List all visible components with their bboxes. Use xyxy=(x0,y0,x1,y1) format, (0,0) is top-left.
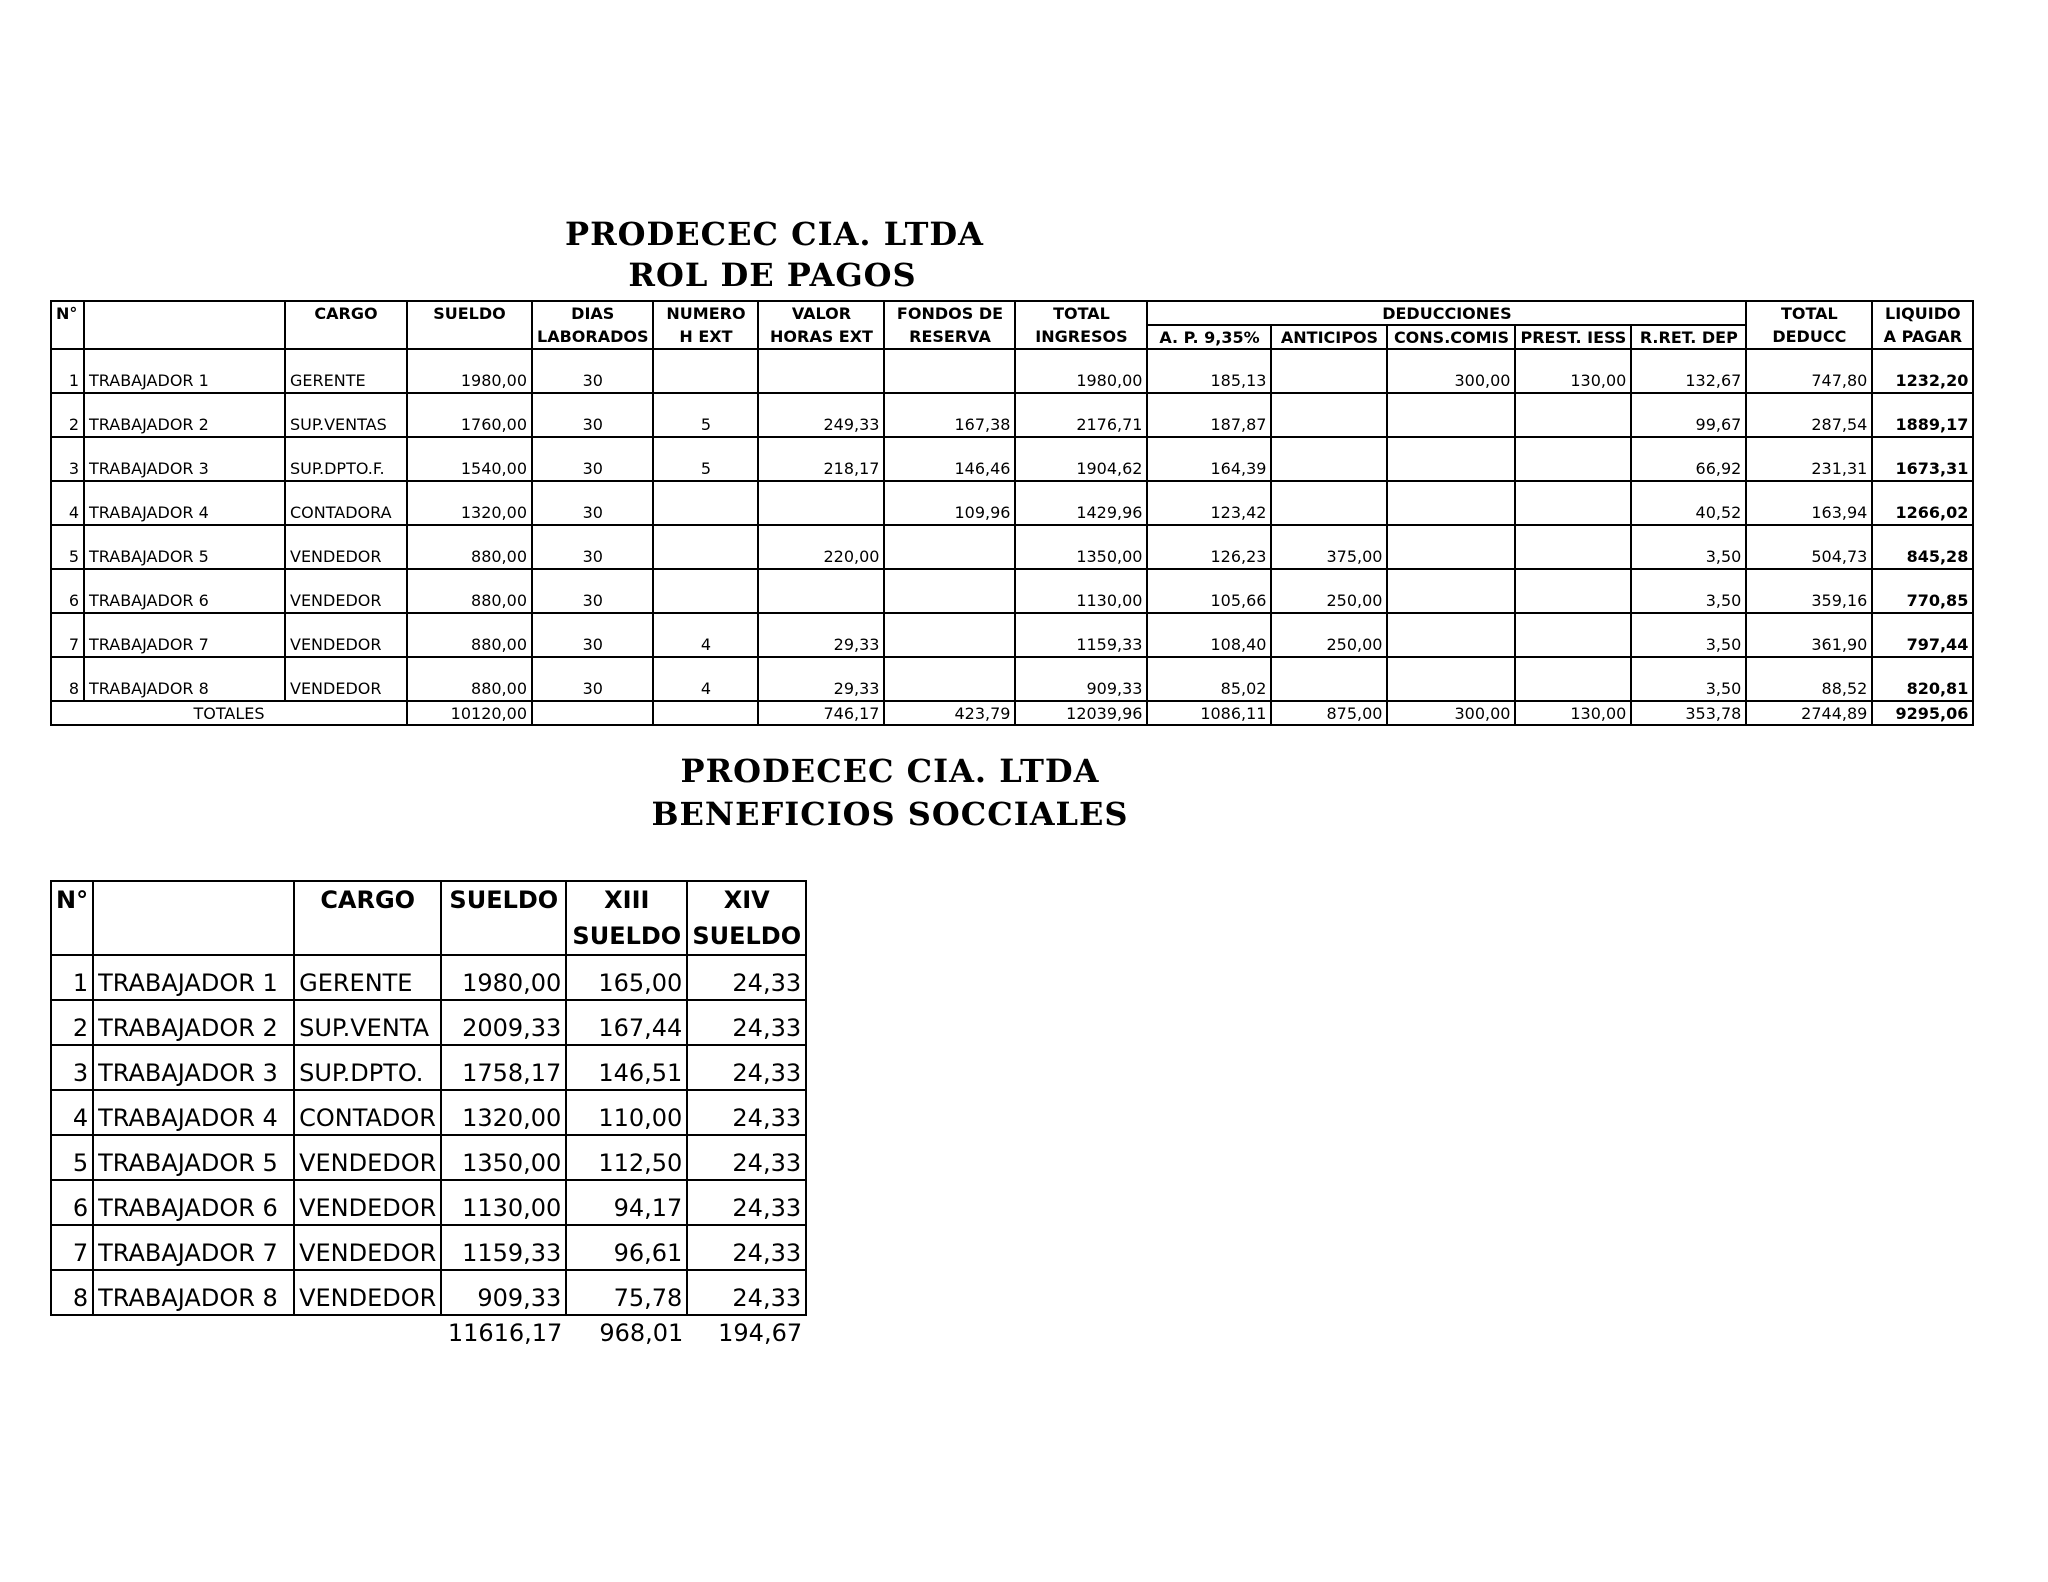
row-ap: 105,66 xyxy=(1147,569,1271,613)
ben-total-xiii: 968,01 xyxy=(599,1319,684,1347)
row-liquido: 797,44 xyxy=(1872,613,1973,657)
ben-row-xiv: 24,33 xyxy=(687,1270,806,1315)
ben-header-number: N° xyxy=(51,881,93,918)
header-number-cont xyxy=(51,325,84,349)
ben-row-sueldo: 2009,33 xyxy=(441,1000,566,1045)
ben-row-xiii: 96,61 xyxy=(566,1225,687,1270)
header-cargo-cont xyxy=(285,325,407,349)
row-valor: 29,33 xyxy=(758,613,884,657)
row-dias: 30 xyxy=(532,481,653,525)
payroll-header-row-1 xyxy=(51,301,1973,325)
payroll-row xyxy=(51,613,1973,657)
header-laborados: LABORADOS xyxy=(532,325,653,349)
row-dias: 30 xyxy=(532,349,653,393)
row-total-deducc: 504,73 xyxy=(1746,525,1872,569)
header-ap: A. P. 9,35% xyxy=(1147,325,1271,349)
ben-row-number: 3 xyxy=(51,1045,93,1090)
row-sueldo: 880,00 xyxy=(407,525,532,569)
total-deducc: 2744,89 xyxy=(1746,701,1872,725)
row-prest xyxy=(1515,569,1631,613)
row-rret: 3,50 xyxy=(1631,525,1746,569)
row-anticipos xyxy=(1271,437,1387,481)
ben-header-xiv-sueldo: SUELDO xyxy=(687,918,806,955)
ben-row-sueldo: 1758,17 xyxy=(441,1045,566,1090)
ben-row-sueldo: 1320,00 xyxy=(441,1090,566,1135)
row-hext xyxy=(653,569,758,613)
ben-row-name: TRABAJADOR 7 xyxy=(93,1225,294,1270)
header-cons-comis: CONS.COMIS xyxy=(1387,325,1515,349)
row-liquido: 820,81 xyxy=(1872,657,1973,701)
ben-row-sueldo: 1159,33 xyxy=(441,1225,566,1270)
row-ap: 187,87 xyxy=(1147,393,1271,437)
ben-row-number: 4 xyxy=(51,1090,93,1135)
row-liquido: 1889,17 xyxy=(1872,393,1973,437)
row-cargo: VENDEDOR xyxy=(285,657,407,701)
totals-label: TOTALES xyxy=(51,701,407,725)
ben-row-xiv: 24,33 xyxy=(687,1225,806,1270)
header-liquido: LIQUIDO xyxy=(1872,301,1973,325)
ben-header-cargo-cont xyxy=(294,918,441,955)
benefits-row xyxy=(51,1090,806,1135)
row-number: 8 xyxy=(51,657,84,701)
header-h-ext: H EXT xyxy=(653,325,758,349)
row-rret: 3,50 xyxy=(1631,657,1746,701)
header-anticipos: ANTICIPOS xyxy=(1271,325,1387,349)
ben-total-spacer-2 xyxy=(93,1315,294,1350)
ben-row-number: 2 xyxy=(51,1000,93,1045)
row-number: 1 xyxy=(51,349,84,393)
header-numero: NUMERO xyxy=(653,301,758,325)
row-dias: 30 xyxy=(532,525,653,569)
header-sueldo-cont xyxy=(407,325,532,349)
ben-row-number: 8 xyxy=(51,1270,93,1315)
row-prest xyxy=(1515,437,1631,481)
row-sueldo: 880,00 xyxy=(407,613,532,657)
row-sueldo: 1540,00 xyxy=(407,437,532,481)
row-cons xyxy=(1387,481,1515,525)
row-valor: 29,33 xyxy=(758,657,884,701)
header-fondos: FONDOS DE xyxy=(884,301,1015,325)
ben-row-name: TRABAJADOR 1 xyxy=(93,955,294,1000)
row-total-deducc: 163,94 xyxy=(1746,481,1872,525)
row-hext xyxy=(653,349,758,393)
row-hext: 5 xyxy=(653,437,758,481)
row-hext: 4 xyxy=(653,613,758,657)
row-anticipos xyxy=(1271,657,1387,701)
header-name-cont xyxy=(84,325,285,349)
ben-row-name: TRABAJADOR 8 xyxy=(93,1270,294,1315)
row-ap: 123,42 xyxy=(1147,481,1271,525)
row-cargo: VENDEDOR xyxy=(285,525,407,569)
total-dias xyxy=(532,701,653,725)
row-name: TRABAJADOR 6 xyxy=(84,569,285,613)
row-number: 4 xyxy=(51,481,84,525)
total-hext xyxy=(653,701,758,725)
row-hext xyxy=(653,525,758,569)
row-ap: 126,23 xyxy=(1147,525,1271,569)
row-dias: 30 xyxy=(532,393,653,437)
ben-row-number: 1 xyxy=(51,955,93,1000)
header-a-pagar: A PAGAR xyxy=(1872,325,1973,349)
ben-row-sueldo: 1980,00 xyxy=(441,955,566,1000)
row-cargo: GERENTE xyxy=(285,349,407,393)
row-fondos xyxy=(884,349,1015,393)
payroll-totals-row xyxy=(51,701,1973,725)
row-anticipos: 375,00 xyxy=(1271,525,1387,569)
ben-row-number: 5 xyxy=(51,1135,93,1180)
ben-row-number: 7 xyxy=(51,1225,93,1270)
ben-row-sueldo: 1130,00 xyxy=(441,1180,566,1225)
row-fondos: 109,96 xyxy=(884,481,1015,525)
row-valor xyxy=(758,569,884,613)
row-name: TRABAJADOR 4 xyxy=(84,481,285,525)
header-prest-iess: PREST. IESS xyxy=(1515,325,1631,349)
row-total-ingresos: 1159,33 xyxy=(1015,613,1147,657)
row-fondos xyxy=(884,569,1015,613)
row-cons xyxy=(1387,525,1515,569)
row-valor: 218,17 xyxy=(758,437,884,481)
row-name: TRABAJADOR 8 xyxy=(84,657,285,701)
ben-row-xiii: 165,00 xyxy=(566,955,687,1000)
payroll-row xyxy=(51,437,1973,481)
ben-row-cargo: VENDEDOR xyxy=(294,1225,441,1270)
row-total-ingresos: 1904,62 xyxy=(1015,437,1147,481)
row-prest xyxy=(1515,525,1631,569)
ben-row-name: TRABAJADOR 6 xyxy=(93,1180,294,1225)
total-liquido: 9295,06 xyxy=(1872,701,1973,725)
row-liquido: 1232,20 xyxy=(1872,349,1973,393)
ben-row-xiv: 24,33 xyxy=(687,1000,806,1045)
ben-total-spacer-1 xyxy=(51,1315,93,1350)
header-deducciones: DEDUCCIONES xyxy=(1147,301,1746,325)
row-liquido: 1266,02 xyxy=(1872,481,1973,525)
total-cons: 300,00 xyxy=(1387,701,1515,725)
row-cargo: VENDEDOR xyxy=(285,613,407,657)
row-prest: 130,00 xyxy=(1515,349,1631,393)
total-anticipos: 875,00 xyxy=(1271,701,1387,725)
row-liquido: 845,28 xyxy=(1872,525,1973,569)
ben-header-sueldo: SUELDO xyxy=(441,881,566,918)
ben-header-xiii: XIII xyxy=(566,881,687,918)
row-cons xyxy=(1387,437,1515,481)
row-hext xyxy=(653,481,758,525)
row-total-ingresos: 1350,00 xyxy=(1015,525,1147,569)
row-rret: 3,50 xyxy=(1631,613,1746,657)
ben-header-sueldo-cont xyxy=(441,918,566,955)
row-rret: 40,52 xyxy=(1631,481,1746,525)
row-rret: 99,67 xyxy=(1631,393,1746,437)
payroll-row xyxy=(51,569,1973,613)
row-total-deducc: 231,31 xyxy=(1746,437,1872,481)
total-sueldo: 10120,00 xyxy=(407,701,532,725)
payroll-row xyxy=(51,393,1973,437)
ben-total-xiv: 194,67 xyxy=(718,1319,803,1347)
row-prest xyxy=(1515,613,1631,657)
header-number: N° xyxy=(51,301,84,325)
header-reserva: RESERVA xyxy=(884,325,1015,349)
row-name: TRABAJADOR 3 xyxy=(84,437,285,481)
row-name: TRABAJADOR 7 xyxy=(84,613,285,657)
row-total-ingresos: 1130,00 xyxy=(1015,569,1147,613)
ben-row-xiv: 24,33 xyxy=(687,1180,806,1225)
row-total-ingresos: 909,33 xyxy=(1015,657,1147,701)
ben-row-name: TRABAJADOR 4 xyxy=(93,1090,294,1135)
payroll-row xyxy=(51,657,1973,701)
header-name xyxy=(84,301,285,325)
header-horas-ext: HORAS EXT xyxy=(758,325,884,349)
row-total-ingresos: 2176,71 xyxy=(1015,393,1147,437)
row-cargo: SUP.VENTAS xyxy=(285,393,407,437)
row-sueldo: 1980,00 xyxy=(407,349,532,393)
row-anticipos xyxy=(1271,481,1387,525)
benefits-table xyxy=(50,880,807,1350)
payroll-row xyxy=(51,349,1973,393)
row-anticipos: 250,00 xyxy=(1271,613,1387,657)
row-dias: 30 xyxy=(532,613,653,657)
row-liquido: 770,85 xyxy=(1872,569,1973,613)
ben-total-sueldo: 11616,17 xyxy=(447,1319,563,1347)
row-rret: 3,50 xyxy=(1631,569,1746,613)
ben-row-cargo: VENDEDOR xyxy=(294,1135,441,1180)
row-valor xyxy=(758,349,884,393)
row-sueldo: 1320,00 xyxy=(407,481,532,525)
row-prest xyxy=(1515,481,1631,525)
ben-row-cargo: VENDEDOR xyxy=(294,1270,441,1315)
row-number: 2 xyxy=(51,393,84,437)
ben-row-cargo: VENDEDOR xyxy=(294,1180,441,1225)
ben-row-xiii: 110,00 xyxy=(566,1090,687,1135)
row-rret: 66,92 xyxy=(1631,437,1746,481)
row-fondos: 167,38 xyxy=(884,393,1015,437)
ben-row-cargo: CONTADOR xyxy=(294,1090,441,1135)
ben-row-xiv: 24,33 xyxy=(687,1135,806,1180)
total-prest: 130,00 xyxy=(1515,701,1631,725)
row-cons xyxy=(1387,657,1515,701)
ben-row-number: 6 xyxy=(51,1180,93,1225)
ben-header-name-cont xyxy=(93,918,294,955)
benefits-row xyxy=(51,1000,806,1045)
row-prest xyxy=(1515,393,1631,437)
ben-row-cargo: SUP.DPTO. xyxy=(294,1045,441,1090)
row-total-deducc: 88,52 xyxy=(1746,657,1872,701)
row-fondos xyxy=(884,613,1015,657)
row-cons xyxy=(1387,569,1515,613)
row-cons xyxy=(1387,613,1515,657)
row-total-ingresos: 1429,96 xyxy=(1015,481,1147,525)
row-total-ingresos: 1980,00 xyxy=(1015,349,1147,393)
row-anticipos xyxy=(1271,393,1387,437)
row-sueldo: 880,00 xyxy=(407,657,532,701)
row-fondos xyxy=(884,657,1015,701)
total-fondos: 423,79 xyxy=(884,701,1015,725)
row-total-deducc: 359,16 xyxy=(1746,569,1872,613)
row-valor: 249,33 xyxy=(758,393,884,437)
ben-total-spacer-3 xyxy=(294,1315,441,1350)
row-number: 6 xyxy=(51,569,84,613)
header-deducc: DEDUCC xyxy=(1746,325,1872,349)
benefits-header-row-2 xyxy=(51,918,806,955)
ben-row-cargo: GERENTE xyxy=(294,955,441,1000)
row-hext: 4 xyxy=(653,657,758,701)
payroll-title: ROL DE PAGOS xyxy=(628,256,917,294)
ben-row-xiv: 24,33 xyxy=(687,1090,806,1135)
total-rret: 353,78 xyxy=(1631,701,1746,725)
header-total-deducc: TOTAL xyxy=(1746,301,1872,325)
benefits-totals-row xyxy=(51,1315,806,1350)
row-dias: 30 xyxy=(532,569,653,613)
benefits-row xyxy=(51,1135,806,1180)
row-liquido: 1673,31 xyxy=(1872,437,1973,481)
payroll-table xyxy=(50,300,1974,726)
header-dias: DIAS xyxy=(532,301,653,325)
row-name: TRABAJADOR 5 xyxy=(84,525,285,569)
row-number: 7 xyxy=(51,613,84,657)
row-cargo: CONTADORA xyxy=(285,481,407,525)
row-fondos xyxy=(884,525,1015,569)
ben-row-sueldo: 909,33 xyxy=(441,1270,566,1315)
ben-row-xiii: 146,51 xyxy=(566,1045,687,1090)
ben-row-sueldo: 1350,00 xyxy=(441,1135,566,1180)
row-sueldo: 1760,00 xyxy=(407,393,532,437)
ben-row-xiv: 24,33 xyxy=(687,1045,806,1090)
benefits-company-title: PRODECEC CIA. LTDA xyxy=(680,752,1100,790)
row-rret: 132,67 xyxy=(1631,349,1746,393)
ben-row-xiii: 94,17 xyxy=(566,1180,687,1225)
ben-header-name xyxy=(93,881,294,918)
benefits-header-row-1 xyxy=(51,881,806,918)
row-cons xyxy=(1387,393,1515,437)
benefits-row xyxy=(51,1270,806,1315)
payroll-header-row-2 xyxy=(51,325,1973,349)
row-name: TRABAJADOR 1 xyxy=(84,349,285,393)
row-valor: 220,00 xyxy=(758,525,884,569)
row-ap: 108,40 xyxy=(1147,613,1271,657)
header-ingresos: INGRESOS xyxy=(1015,325,1147,349)
ben-row-name: TRABAJADOR 5 xyxy=(93,1135,294,1180)
benefits-row xyxy=(51,1225,806,1270)
benefits-row xyxy=(51,955,806,1000)
total-ap: 1086,11 xyxy=(1147,701,1271,725)
row-dias: 30 xyxy=(532,657,653,701)
row-sueldo: 880,00 xyxy=(407,569,532,613)
ben-header-number-cont xyxy=(51,918,93,955)
payroll-company-title: PRODECEC CIA. LTDA xyxy=(565,215,984,253)
ben-header-xiv: XIV xyxy=(687,881,806,918)
row-number: 5 xyxy=(51,525,84,569)
ben-row-xiv: 24,33 xyxy=(687,955,806,1000)
row-anticipos: 250,00 xyxy=(1271,569,1387,613)
row-total-deducc: 747,80 xyxy=(1746,349,1872,393)
row-anticipos xyxy=(1271,349,1387,393)
row-number: 3 xyxy=(51,437,84,481)
header-total-ingresos: TOTAL xyxy=(1015,301,1147,325)
benefits-row xyxy=(51,1045,806,1090)
ben-row-name: TRABAJADOR 3 xyxy=(93,1045,294,1090)
row-ap: 185,13 xyxy=(1147,349,1271,393)
row-total-deducc: 287,54 xyxy=(1746,393,1872,437)
row-cargo: SUP.DPTO.F. xyxy=(285,437,407,481)
ben-row-xiii: 75,78 xyxy=(566,1270,687,1315)
row-prest xyxy=(1515,657,1631,701)
row-hext: 5 xyxy=(653,393,758,437)
header-sueldo: SUELDO xyxy=(407,301,532,325)
row-cons: 300,00 xyxy=(1387,349,1515,393)
total-ingresos: 12039,96 xyxy=(1015,701,1147,725)
ben-header-xiii-sueldo: SUELDO xyxy=(566,918,687,955)
payroll-row xyxy=(51,525,1973,569)
total-valor: 746,17 xyxy=(758,701,884,725)
header-valor: VALOR xyxy=(758,301,884,325)
ben-row-name: TRABAJADOR 2 xyxy=(93,1000,294,1045)
payroll-row xyxy=(51,481,1973,525)
ben-row-cargo: SUP.VENTA xyxy=(294,1000,441,1045)
row-name: TRABAJADOR 2 xyxy=(84,393,285,437)
ben-row-xiii: 167,44 xyxy=(566,1000,687,1045)
benefits-row xyxy=(51,1180,806,1225)
ben-row-xiii: 112,50 xyxy=(566,1135,687,1180)
row-ap: 85,02 xyxy=(1147,657,1271,701)
header-cargo: CARGO xyxy=(285,301,407,325)
row-valor xyxy=(758,481,884,525)
row-dias: 30 xyxy=(532,437,653,481)
header-r-ret-dep: R.RET. DEP xyxy=(1631,325,1746,349)
row-ap: 164,39 xyxy=(1147,437,1271,481)
row-fondos: 146,46 xyxy=(884,437,1015,481)
row-cargo: VENDEDOR xyxy=(285,569,407,613)
benefits-title: BENEFICIOS SOCCIALES xyxy=(651,795,1129,833)
ben-header-cargo: CARGO xyxy=(294,881,441,918)
row-total-deducc: 361,90 xyxy=(1746,613,1872,657)
